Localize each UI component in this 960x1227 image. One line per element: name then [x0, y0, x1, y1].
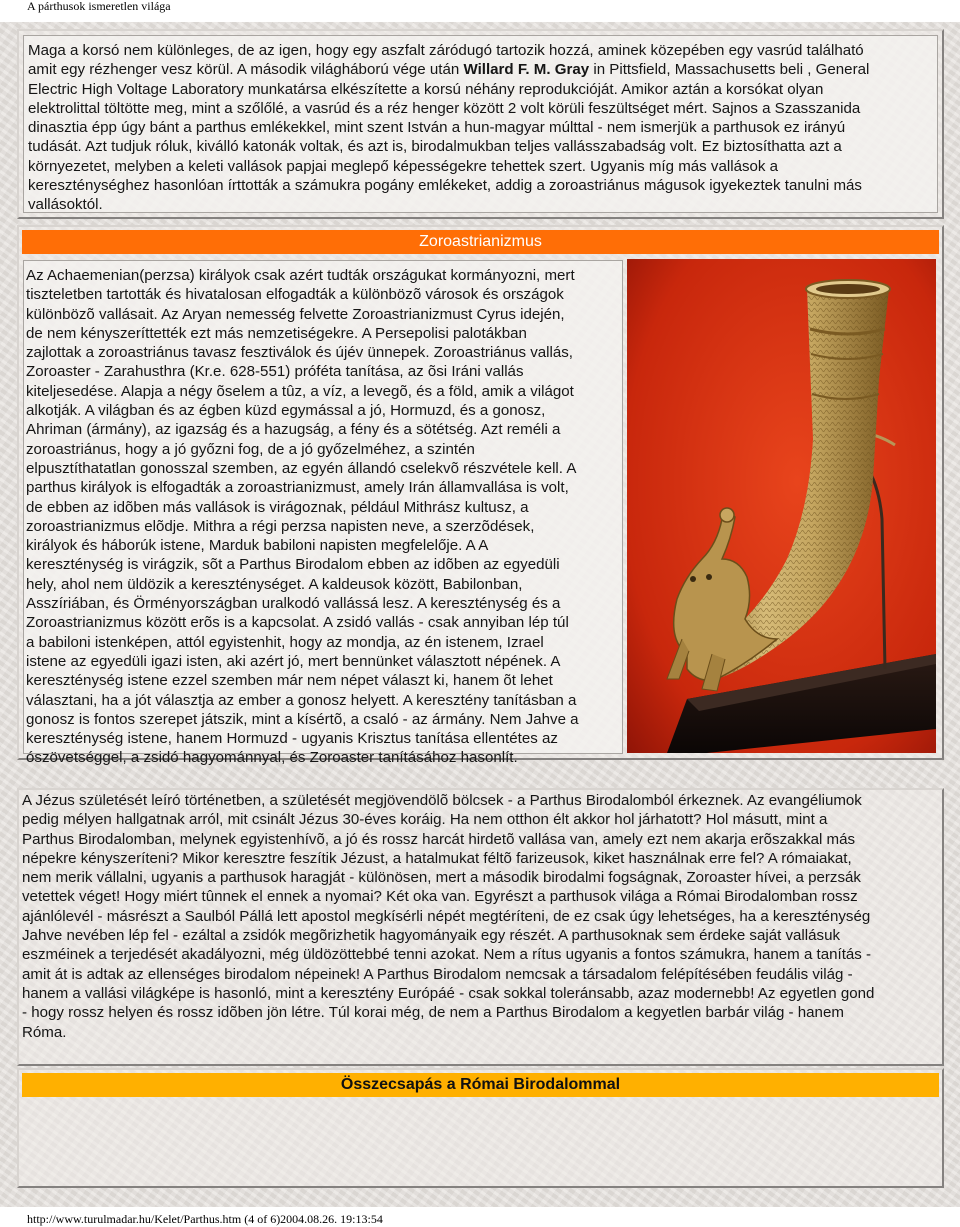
text-line: kereszténységhez hasonlóan írttották a számukra pogány emlékeket, addig a zoroastriánus mágusok igyekeztek tanulni más [28, 177, 862, 195]
text-line: a babiloni istenképen, attól egyistenhit, hogy az mondja, az én istenem, Izrael [26, 633, 544, 651]
text-line: pedig mélyen hallgatnak arról, mit csinált Jézus 30-éves koráig. Ha nem otthon élt akkor hol járhatott? Hol másutt, mint a [22, 811, 828, 829]
text-line: kereszténység istene ezzel szemben már nem népet választ ki, hanem õt lehet [26, 672, 553, 690]
text-line: Róma. [22, 1023, 67, 1041]
name-willard-gray: Willard F. M. Gray [463, 61, 590, 79]
heading-roman-clash: Összecsapás a Római Birodalommal [22, 1073, 939, 1097]
text-line: különbözõ vallásait. Az Aryan nemesség felvette Zoroastrianizmust Cyrus idején, [26, 305, 565, 323]
text-line: népekre kényszeríteni? Mikor keresztre feszítik Jézust, a hatalmukat féltõ farizeusok, kiket használnak erre fel? A rómaiakat, [22, 849, 852, 867]
section-rhyton-text-box [17, 29, 944, 219]
text-line: Jahve nevében lép fel - ezáltal a zsidók megõrizhetik hagyományaik egy részét. A parthusoknak sem érdeke saját vallásuk [22, 927, 841, 945]
text-line: alkotják. A világban és az égben küzd egymással a jó, Hormuzd, és a gonosz, [26, 402, 546, 420]
section-jesus-parthia-text [22, 791, 940, 1042]
text-line: amit át is adtak az ellenséges birodalom népeinek! A Parthus Birodalom nemcsak a társadalom felépítésében feudális világ - [22, 965, 853, 983]
text-line: de ebben az idõben más vallások is virágoznak, például Mithrász kultusz, a [26, 498, 529, 516]
text-line: ószövetséggel, a zsidó hagyománnyal, és Zoroaster tanításához hasonlít. [26, 749, 518, 767]
text-line: kereszténység istene, hanem Hormuzd - ugyanis Krisztus tanítása ellentétes az [26, 730, 558, 748]
text-line: - hogy rossz helyen és rossz idõben jön létre. Túl korai még, de nem a Parthus Birodalom a kegyetlen barbár világ - hanem [22, 1004, 844, 1022]
text-line: választani, ha a jót választja az ember a gonosz helyett. A keresztény tanításban a [26, 691, 577, 709]
text-line: elektrolittal töltötte meg, mint a szőlőlé, a vasrúd és a réz henger között 2 volt körüli feszültséget mért. Sajnos a Szasszanida [28, 99, 861, 117]
text-line: Asszíriában, és Örményországban uralkodó vallássá lesz. A kereszténység és a [26, 595, 561, 613]
text-line: nem merik vállalni, ugyanis a parthusok haragját - különösen, mert a második birodalmi fogságnak, Zoroaster hívei, a perzsák [22, 869, 861, 887]
section-roman-clash-box [17, 1068, 944, 1188]
text-line: hanem a vallási világképe is hasonló, mint a keresztény Európáé - csak sokkal toleránsabb, azaz modernebb! Az egyetlen gond [22, 984, 875, 1002]
text-line: királyok és háborúk istene, Marduk babiloni napisten megfelelője. A A [26, 537, 489, 555]
text-line: gonosz is fontos szerepet játszik, mint a kísértõ, a csaló - az ármány. Nem Jahve a [26, 710, 579, 728]
text-line: ajánlólevél - másrészt a Saulból Pállá lett apostol megkísérli népét megtéríteni, de ez csak úgy lehetséges, ha a kereszténység [22, 907, 871, 925]
text-line: Ahriman (ármány), az igazság és a hazugság, a fény és a sötétség. Azt reméli a [26, 421, 561, 439]
text-line: zoroastriánus, hogy a jó győzni fog, de a jó győzelméhez, a szintén [26, 440, 475, 458]
text-line: Az Achaemenian(perzsa) királyok csak azért tudták országukat kormányozni, mert [26, 267, 575, 284]
heading-zoroastrianism: Zoroastrianizmus [22, 230, 939, 254]
text-line: zoroastrianizmus elõdje. Mithra a régi perzsa napisten neve, a szerzõdések, [26, 517, 535, 535]
text-line: Zoroastrianizmus között erõs is a kapcsolat. A zsidó vallás - csak annyiban lép túl [26, 614, 569, 632]
print-footer: http://www.turulmadar.hu/Kelet/Parthus.htm (4 of 6)2004.08.26. 19:13:54 [27, 1212, 383, 1226]
text-line: de nem kényszeríttették ezt más nemzetiségekre. A Persepolisi palotákban [26, 324, 527, 342]
text-line: tiszteletben tartották és hivatalosan elfogadták a különbözõ városok és országok [26, 286, 564, 304]
text-line: kiteljesedése. Alapja a négy õselem a tûz, a víz, a levegõ, és a föld, amik a világot [26, 382, 574, 400]
text-line: istene az egyedüli igazi isten, aki azért jó, mert bennünket választott népének. A [26, 652, 561, 670]
text-line: zajlottak a zoroastriánus tavasz fesztiválok és újév ünnepek. Zoroastriánus vallás, [26, 344, 574, 362]
section-zoroastrianism-text [23, 260, 623, 767]
text-line: elpusztíthatatlan gonosszal szemben, az egyén állandó cselekvõ részvétele kell. A [26, 459, 577, 477]
text-line: amit egy rézhenger vesz körül. A második világháború vége után Willard F. M. Gray in Pittsfield, Massachusetts beli , General [28, 61, 870, 79]
text-line: dinasztia épp úgy bánt a parthus emlékekkel, mint szent István a hun-magyar múlttal - nem ismerjük a parthusok ez irányú [28, 119, 846, 137]
print-header: A párthusok ismeretlen világa [27, 0, 171, 13]
text-line: Electric High Voltage Laboratory munkatársa elkészítette a korsú néhány reprodukcióját. Amikor aztán a korsókat olyan [28, 80, 824, 98]
text-line: eszméinek a terjedését akadályozni, még üldözöttebbé tenni azokat. Nem a rítus ugyanis a fontos számukra, hanem a tanítás - [22, 946, 872, 964]
text-line: A Jézus születését leíró történetben, a születését megjövendölõ bölcsek - a Parthus Birodalomból érkeznek. Az evangéliumok [22, 792, 862, 809]
text-line: parthus királyok is elfogadták a zoroastrianizmust, amely Irán államvallása is volt, [26, 479, 569, 497]
text-line: Parthus Birodalomban, melynek egyistenhívõ, a jó és rossz harcát hirdetõ vallása van, amely ezt nem akarja erõszakkal más [22, 830, 856, 848]
text-line: vetettek véget! Hogy miért tûnnek el ennek a nyomai? Két oka van. Egyrészt a parthusok világa a Római Birodalomban rossz [22, 888, 858, 906]
text-line: környezetet, melyben a keleti vallások papjai meglepő képességekre tehettek szert. Ugyanis míg más vallások a [28, 157, 779, 175]
text-line: Zoroaster - Zarahusthra (Kr.e. 628-551) próféta tanítása, az õsi Iráni vallás [26, 363, 524, 381]
text-line: Maga a korsó nem különleges, de az igen, hogy egy aszfalt záródugó tartozik hozzá, aminek közepében egy vasrúd található [28, 42, 864, 59]
text-line: hely, ahol nem üldözik a kereszténységet. A kaldeusok között, Babilonban, [26, 575, 523, 593]
section-jesus-parthia-box [17, 788, 944, 1066]
section-rhyton-text [23, 35, 938, 213]
text-line: vallásoktól. [28, 196, 103, 214]
text-line: tudását. Azt tudjuk róluk, kiválló katonák voltak, és azt is, birodalmukban teljes vallásszabadság volt. Ez biztosíthatta azt a [28, 138, 842, 156]
rhyton-photo [627, 259, 936, 753]
text-line: kereszténység is virágzik, sõt a Parthus Birodalom ebben az idõben az egyedüli [26, 556, 560, 574]
